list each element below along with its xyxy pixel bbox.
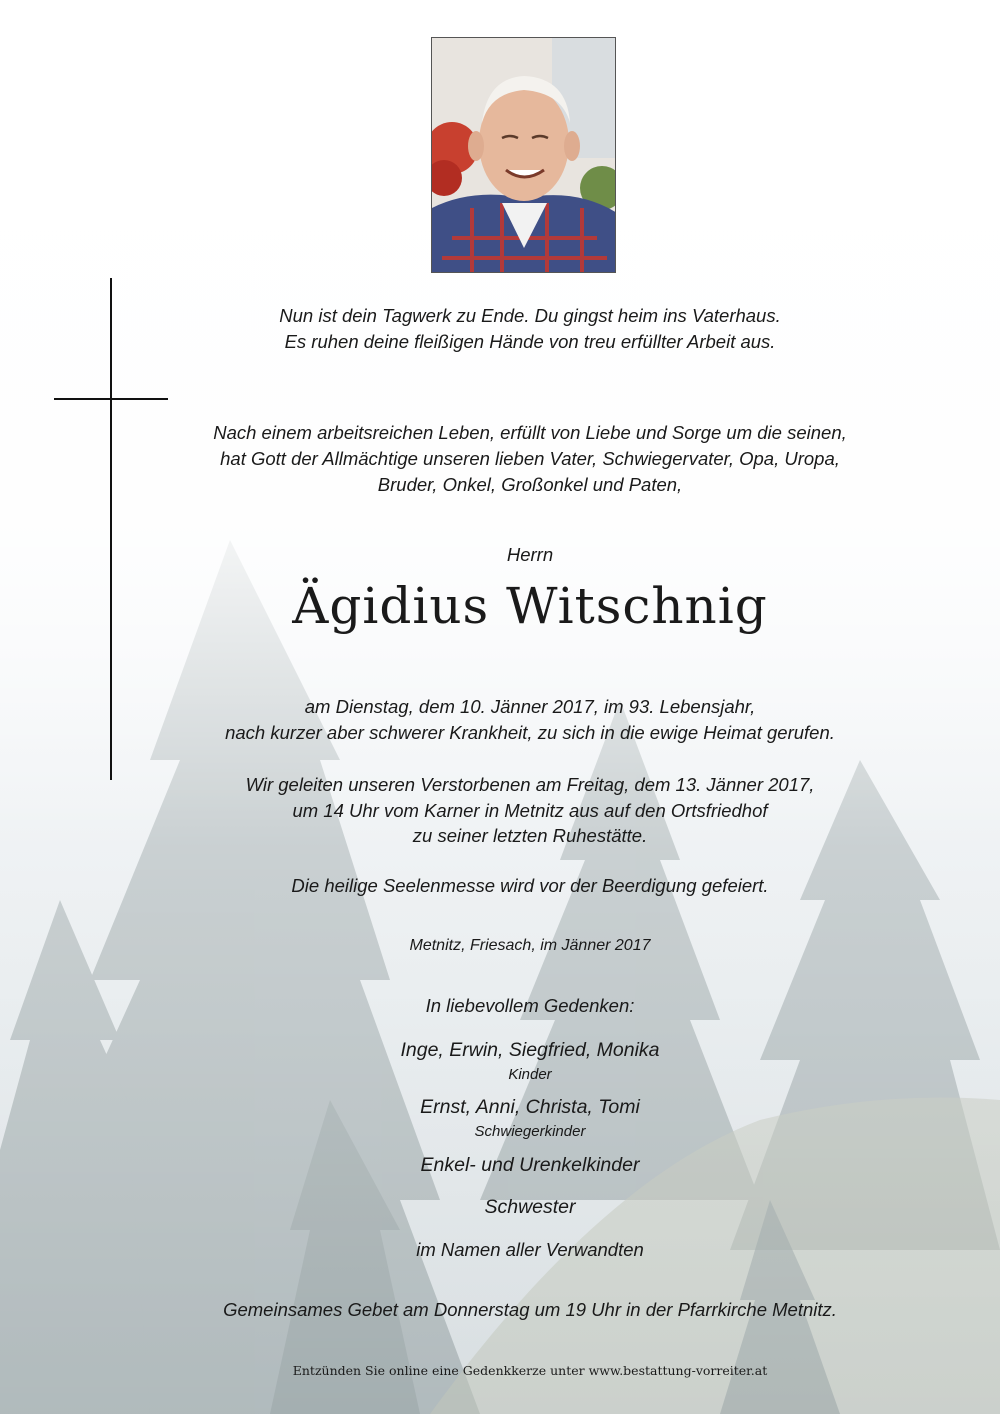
deceased-name: Ägidius Witschnig xyxy=(292,577,768,635)
funeral-line: zu seiner letzten Ruhestätte. xyxy=(412,825,648,846)
intro-text xyxy=(0,420,1000,498)
intro-line: Bruder, Onkel, Großonkel und Paten, xyxy=(377,474,683,495)
funeral-details xyxy=(0,772,1000,849)
verse-line: Nun ist dein Tagwerk zu Ende. Du gingst heim ins Vaterhaus. xyxy=(279,305,781,326)
family-names-in-laws: Ernst, Anni, Christa, Tomi xyxy=(420,1096,640,1118)
family-names-sister: Schwester xyxy=(484,1196,576,1218)
place-date: Metnitz, Friesach, im Jänner 2017 xyxy=(409,937,651,954)
portrait-photo xyxy=(431,37,616,273)
verse xyxy=(0,303,1000,355)
intro-line: hat Gott der Allmächtige unseren lieben Vater, Schwiegervater, Opa, Uropa, xyxy=(220,448,840,469)
verse-line: Es ruhen deine fleißigen Hände von treu erfüllter Arbeit aus. xyxy=(284,331,776,352)
relatives-line: im Namen aller Verwandten xyxy=(416,1239,644,1260)
footer-candle-link[interactable]: Entzünden Sie online eine Gedenkkerze unter www.bestattung-vorreiter.at xyxy=(292,1363,768,1378)
funeral-line: um 14 Uhr vom Karner in Metnitz aus auf den Ortsfriedhof xyxy=(292,799,768,821)
family-role-in-laws: Schwiegerkinder xyxy=(474,1123,586,1140)
death-line: nach kurzer aber schwerer Krankheit, zu sich in die ewige Heimat gerufen. xyxy=(225,722,835,743)
family-names-children: Inge, Erwin, Siegfried, Monika xyxy=(400,1039,660,1061)
salutation: Herrn xyxy=(506,544,554,565)
family-names-grandchildren: Enkel- und Urenkelkinder xyxy=(420,1154,640,1176)
memory-heading: In liebevollem Gedenken: xyxy=(425,995,635,1016)
family-role-children: Kinder xyxy=(508,1066,552,1083)
death-line: am Dienstag, dem 10. Jänner 2017, im 93. Lebensjahr, xyxy=(304,696,756,717)
cross-horizontal-bar xyxy=(54,398,168,400)
prayer-notice: Gemeinsames Gebet am Donnerstag um 19 Uhr in der Pfarrkirche Metnitz. xyxy=(223,1299,837,1320)
death-notice xyxy=(0,694,1000,746)
funeral-line: Wir geleiten unseren Verstorbenen am Freitag, dem 13. Jänner 2017, xyxy=(245,774,815,795)
intro-line: Nach einem arbeitsreichen Leben, erfüllt von Liebe und Sorge um die seinen, xyxy=(213,422,847,443)
mass-notice: Die heilige Seelenmesse wird vor der Beerdigung gefeiert. xyxy=(291,875,769,896)
portrait-image xyxy=(432,38,616,273)
